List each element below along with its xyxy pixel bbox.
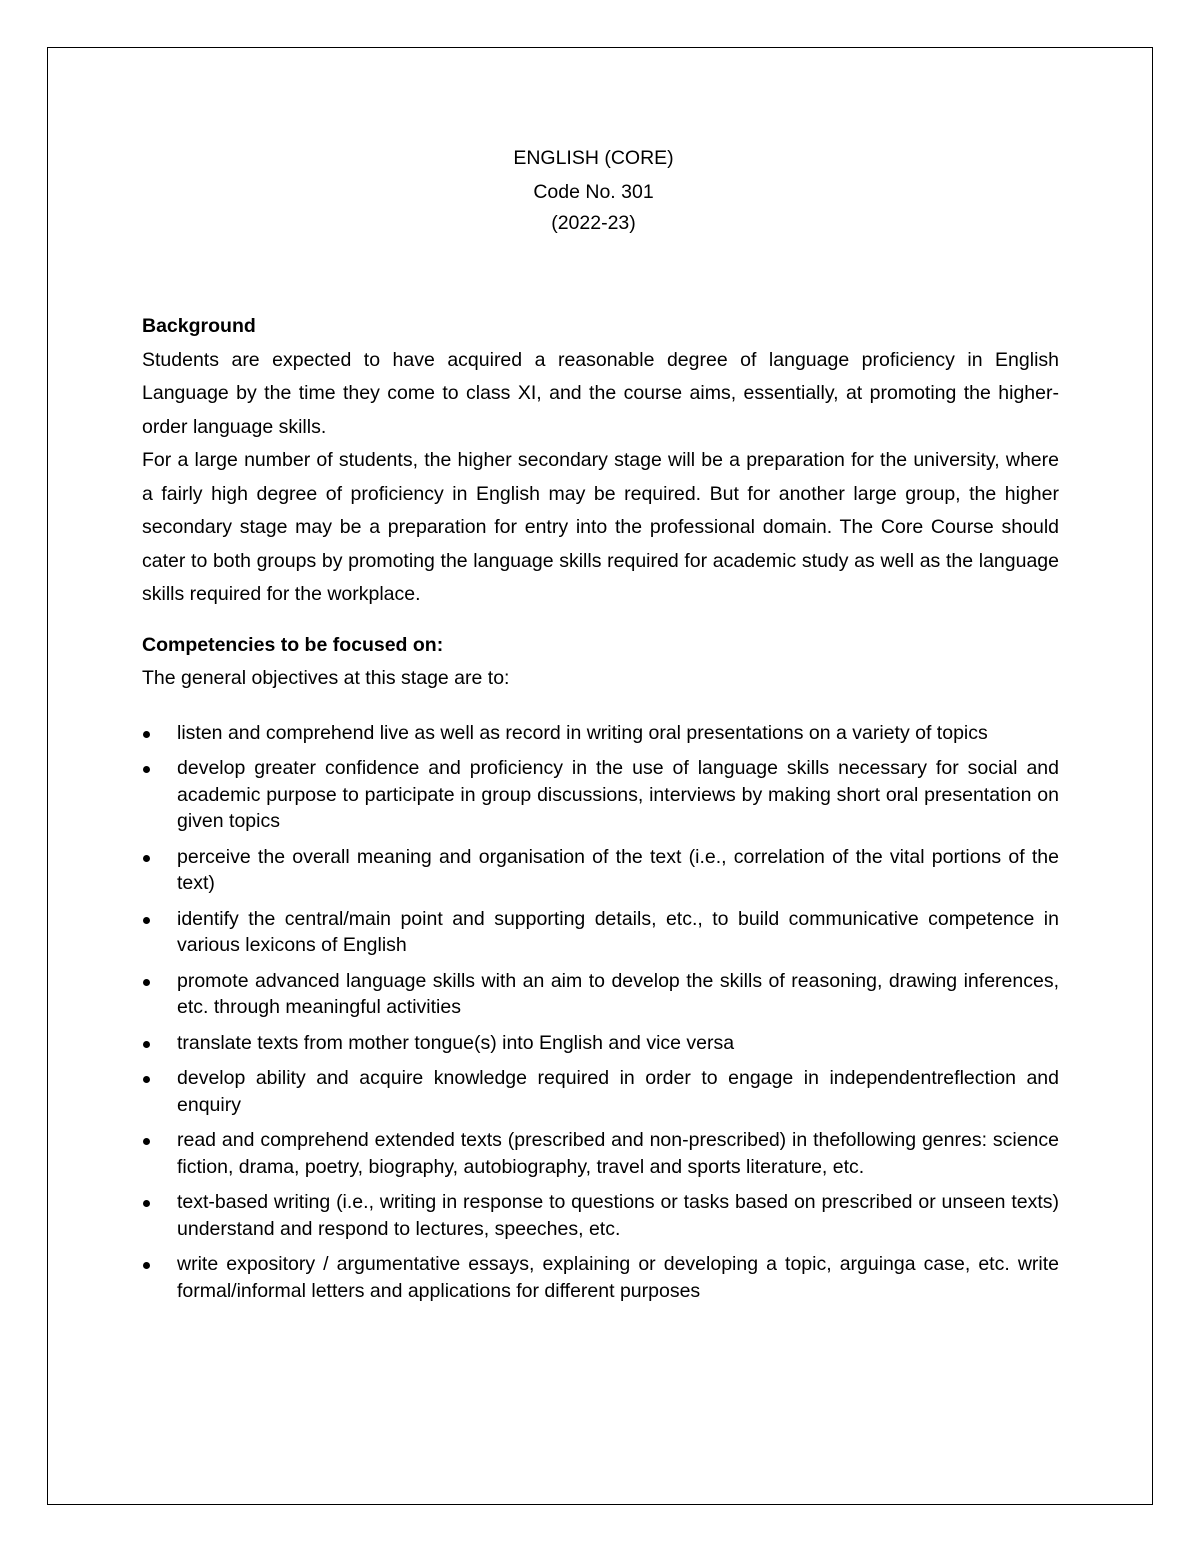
course-code: Code No. 301 bbox=[533, 181, 654, 203]
list-item-text: translate texts from mother tongue(s) into English and vice versa bbox=[177, 1031, 735, 1054]
bullet-icon bbox=[143, 1200, 150, 1207]
bullet-icon bbox=[143, 917, 150, 924]
list-item bbox=[142, 1251, 1059, 1304]
bullet-icon bbox=[143, 1076, 150, 1083]
bullet-icon bbox=[143, 766, 150, 773]
list-item bbox=[142, 906, 1059, 959]
list-item bbox=[142, 1189, 1059, 1242]
list-item bbox=[142, 968, 1059, 1021]
list-item bbox=[142, 844, 1059, 897]
document-header bbox=[128, 140, 1059, 238]
background-paragraph-2: For a large number of students, the higher secondary stage will be a preparation for the university, where a fairly high degree of proficiency in English may be required. But for another large group, the higher secondary stage may be a preparation for entry into the professional domain. The Core Course should cater to both groups by promoting the language skills required for academic study as well as the language skills required for the workplace. bbox=[142, 449, 1059, 605]
objectives-intro: The general objectives at this stage are to: bbox=[142, 667, 510, 689]
list-item bbox=[142, 755, 1059, 835]
objectives-list bbox=[142, 720, 1059, 1305]
bullet-icon bbox=[143, 731, 150, 738]
background-paragraph-1: Students are expected to have acquired a reasonable degree of language proficiency in English Language by the time they come to class XI, and the course aims, essentially, at promoting the higher-order language skills. bbox=[142, 348, 1059, 438]
list-item-text: text-based writing (i.e., writing in response to questions or tasks based on prescribed or unseen texts) understand and respond to lectures, speeches, etc. bbox=[177, 1191, 1059, 1240]
bullet-icon bbox=[143, 1138, 150, 1145]
bullet-icon bbox=[143, 855, 150, 862]
list-item-text: write expository / argumentative essays, explaining or developing a topic, arguinga case, etc. write formal/informal letters and applications for different purposes bbox=[177, 1253, 1059, 1302]
document-title: ENGLISH (CORE) bbox=[513, 147, 674, 169]
list-item-text: perceive the overall meaning and organisation of the text (i.e., correlation of the vital portions of the text) bbox=[177, 845, 1059, 894]
background-heading: Background bbox=[142, 315, 256, 337]
list-item-text: identify the central/main point and supporting details, etc., to build communicative competence in various lexicons of English bbox=[177, 907, 1059, 956]
list-item-text: read and comprehend extended texts (prescribed and non-prescribed) in thefollowing genres: science fiction, drama, poetry, biography, autobiography, travel and sports literature, etc. bbox=[177, 1129, 1059, 1178]
list-item-text: listen and comprehend live as well as record in writing oral presentations on a variety of topics bbox=[177, 721, 988, 744]
bullet-icon bbox=[143, 1041, 150, 1048]
bullet-icon bbox=[143, 1262, 150, 1269]
list-item bbox=[142, 1065, 1059, 1118]
list-item bbox=[142, 1127, 1059, 1180]
document-content bbox=[142, 140, 1059, 1313]
academic-year: (2022-23) bbox=[551, 212, 636, 234]
competencies-heading: Competencies to be focused on: bbox=[142, 633, 444, 656]
list-item-text: develop ability and acquire knowledge required in order to engage in independentreflection and enquiry bbox=[177, 1067, 1059, 1116]
list-item bbox=[142, 720, 1059, 747]
list-item-text: develop greater confidence and proficiency in the use of language skills necessary for social and academic purpose to participate in group discussions, interviews by making short oral presentation on given topics bbox=[177, 757, 1059, 832]
list-item-text: promote advanced language skills with an aim to develop the skills of reasoning, drawing inferences, etc. through meaningful activities bbox=[177, 969, 1059, 1018]
list-item bbox=[142, 1030, 1059, 1057]
bullet-icon bbox=[143, 979, 150, 986]
